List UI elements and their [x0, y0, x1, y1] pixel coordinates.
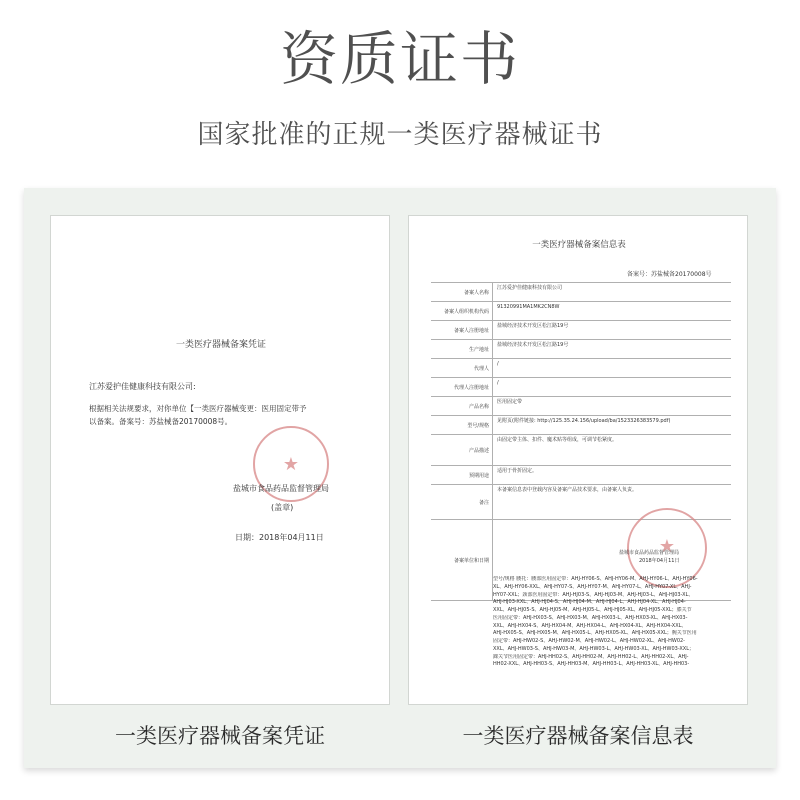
- model-spec-line: 型号/规格 腰托：腰部医用固定带：AHJ-HY06-S、AHJ-HY06-M、AHJ-HY06-L、AHJ-HY06-: [493, 576, 698, 582]
- table-row: [431, 359, 731, 378]
- row-label: 产品名称: [431, 397, 493, 415]
- seal-star-icon: ★: [282, 454, 300, 475]
- model-spec-line: XL、AHJ-HY06-XXL、AHJ-HY07-S、AHJ-HY07-M、AHJ-HY07-L、AHJ-HY07-XL、AHJ-: [493, 583, 692, 590]
- page-title: 资质证书: [279, 25, 520, 93]
- table-row: [431, 466, 731, 485]
- row-label: 备案人名称: [431, 283, 493, 301]
- row-value: 适用于骨折固定。: [497, 468, 538, 474]
- model-spec-list: [493, 576, 705, 669]
- model-spec-line: AHJ-HX05-S、AHJ-HX05-M、AHJ-HX05-L、AHJ-HX05-XL、AHJ-HX05-XXL；腕关节医用: [493, 630, 697, 637]
- record-info-table-document: [408, 215, 748, 705]
- voucher-seal-label: (盖章): [271, 503, 294, 512]
- row-value: 由固定带主体、扣件、魔术贴等组成，可调节松紧度。: [497, 437, 618, 443]
- table-row: [431, 302, 731, 321]
- row-value: 91320991MA1MK2CN8W: [497, 304, 560, 310]
- table-row: [431, 397, 731, 416]
- certificates-panel: [24, 188, 776, 768]
- row-label: 代理人注册地址: [431, 378, 493, 396]
- voucher-issuer: 盐城市食品药品监督管理局: [233, 484, 329, 493]
- model-spec-line: XXL、AHJ-HW03-S、AHJ-HW03-M、AHJ-HW03-L、AHJ-HW03-XL、AHJ-HW03-XXL；: [493, 645, 695, 652]
- model-spec-line: 医用固定带：AHJ-HX03-S、AHJ-HX03-M、AHJ-HX03-L、AHJ-HX03-XL、AHJ-HX03-: [493, 614, 688, 621]
- row-value: 本备案信息表中登载内容及备案产品技术要求，由备案人负责。: [497, 487, 638, 493]
- page-subtitle: 国家批准的正规一类医疗器械证书: [197, 120, 603, 150]
- row-label: 代理人: [431, 359, 493, 377]
- table-row: [431, 283, 731, 302]
- model-spec-line: XXL、AHJ-HJ05-S、AHJ-HJ05-M、AHJ-HJ05-L、AHJ-HJ05-XL、AHJ-HJ05-XXL；膝关节: [493, 607, 692, 613]
- table-row: [431, 378, 731, 397]
- model-spec-line: 固定带：AHJ-HW02-S、AHJ-HW02-M、AHJ-HW02-L、AHJ-HW02-XL、AHJ-HW02-: [493, 638, 685, 644]
- model-spec-line: 踝关节医用固定带：AHJ-HH02-S、AHJ-HH02-M、AHJ-HH02-L、AHJ-HH02-XL、AHJ-: [493, 653, 689, 660]
- row-label: 预期用途: [431, 466, 493, 484]
- row-value: 医用固定带: [497, 399, 523, 405]
- info-table-caption: 一类医疗器械备案信息表: [462, 724, 694, 748]
- table-row: [431, 321, 731, 340]
- row-label: 备案人组织机构代码: [431, 302, 493, 320]
- row-label: 生产地址: [431, 340, 493, 358]
- model-spec-line: XXL、AHJ-HX04-S、AHJ-HX04-M、AHJ-HX04-L、AHJ-HX04-XL、AHJ-HX04-XXL、: [493, 622, 687, 629]
- voucher-body-line: 根据相关法规要求，对你单位【一类医疗器械变更：医用固定带予: [89, 404, 307, 413]
- model-spec-line: HY07-XXL；颈部医用固定带：AHJ-HJ03-S、AHJ-HJ03-M、AHJ-HJ03-L、AHJ-HJ03-XL、: [493, 591, 694, 598]
- row-value: 江苏爱护佳健康科技有限公司: [497, 285, 563, 291]
- row-value: 盐城经济技术开发区松江路19号: [497, 323, 569, 329]
- voucher-caption: 一类医疗器械备案凭证: [115, 724, 325, 748]
- row-label: 型号/规格: [431, 416, 493, 434]
- row-label: 备案单位和日期: [431, 520, 493, 600]
- info-table-record-number: 备案号：苏盐械备20170008号: [627, 271, 712, 278]
- model-spec-line: AHJ-HJ03-XXL、AHJ-HJ04-S、AHJ-HJ04-M、AHJ-HJ04-L、AHJ-HJ04-XL、AHJ-HJ04-: [493, 599, 686, 606]
- row-value: /: [497, 380, 499, 386]
- row-label: 产品描述: [431, 435, 493, 465]
- model-spec-line: HH02-XXL、AHJ-HH03-S、AHJ-HH03-M、AHJ-HH03-L、AHJ-HH03-XL、AHJ-HH03-: [493, 661, 690, 668]
- row-value: 见附页(附件链接: http://125.35.24.156/upload/ba/1523326383579.pdf): [497, 418, 671, 424]
- info-table-title: 一类医疗器械备案信息表: [532, 240, 626, 250]
- table-row: [431, 416, 731, 435]
- record-voucher-document: [50, 215, 390, 705]
- table-row: [431, 435, 731, 466]
- voucher-addressee: 江苏爱护佳健康科技有限公司:: [89, 382, 196, 391]
- row-label: 备注: [431, 485, 493, 519]
- seal-date-text: 2018年04月11日: [639, 558, 680, 564]
- voucher-title: 一类医疗器械备案凭证: [175, 340, 266, 350]
- voucher-date: 日期：2018年04月11日: [235, 533, 324, 542]
- row-value: /: [497, 361, 499, 367]
- table-row: [431, 340, 731, 359]
- seal-star-icon: ★: [658, 536, 676, 557]
- voucher-body-line: 以备案。备案号：苏盐械备20170008号。: [89, 417, 233, 426]
- seal-issuer-text: 盐城市食品药品监督管理局: [619, 550, 680, 556]
- row-value: 盐城经济技术开发区松江路19号: [497, 342, 569, 348]
- row-label: 备案人注册地址: [431, 321, 493, 339]
